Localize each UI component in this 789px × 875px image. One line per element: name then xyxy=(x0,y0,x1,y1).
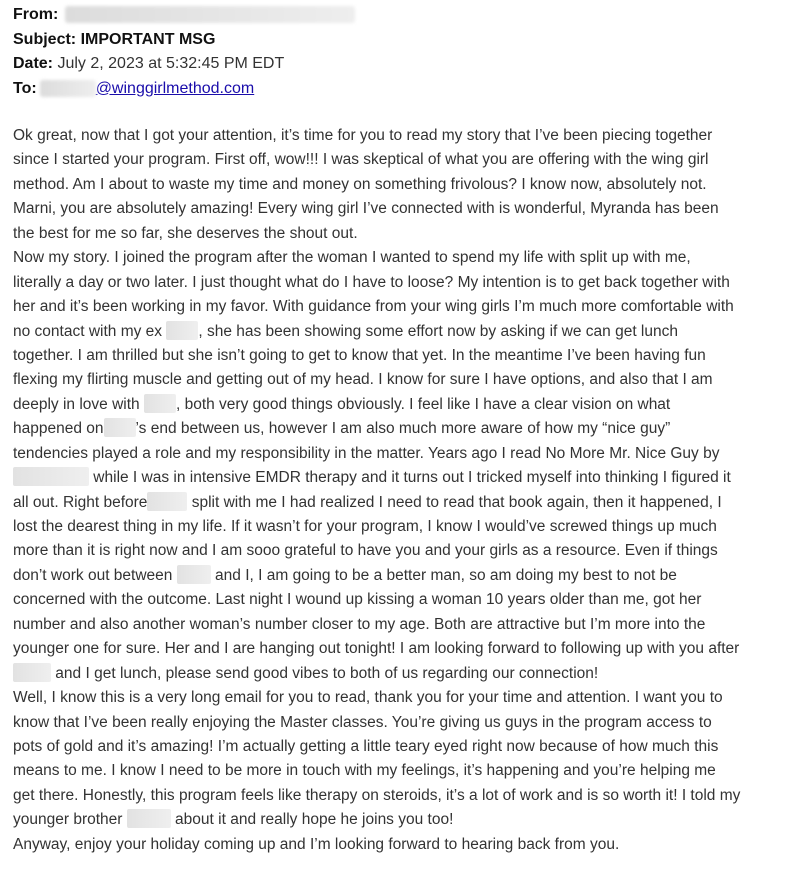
body-line: together. I am thrilled but she isn’t going to get to know that yet. In the meantime I’ve been having fun xyxy=(13,346,706,364)
body-line: pots of gold and it’s amazing! I’m actually getting a little teary eyed right now because of how much this xyxy=(13,737,719,755)
body-line: Well, I know this is a very long email for you to read, thank you for your time and attention. I want you to xyxy=(13,689,723,707)
email-body xyxy=(13,124,779,857)
redacted-recipient xyxy=(40,80,96,97)
date-value: July 2, 2023 at 5:32:45 PM EDT xyxy=(57,55,285,72)
body-line xyxy=(13,564,779,588)
text-segment: while I was in intensive EMDR therapy and it turns out I tricked myself into thinking I figured it xyxy=(89,469,731,487)
from-label: From: xyxy=(13,6,59,23)
body-line: flexing my flirting muscle and getting out of my head. I know for sure I have options, and also that I am xyxy=(13,371,713,389)
text-segment: and I get lunch, please send good vibes to both of us regarding our connection! xyxy=(51,664,599,682)
subject-label: Subject: xyxy=(13,30,77,48)
body-line: Marni, you are absolutely amazing! Every wing girl I’ve connected with is wonderful, Myranda has been xyxy=(13,200,719,218)
body-line: Now my story. I joined the program after the woman I wanted to spend my life with split up with me, xyxy=(13,249,691,267)
text-segment: younger brother xyxy=(13,811,127,829)
redacted-name xyxy=(13,663,51,682)
body-line xyxy=(13,662,779,686)
body-line xyxy=(13,808,779,832)
redacted-name xyxy=(147,492,187,511)
text-segment: don’t work out between xyxy=(13,566,177,584)
body-line: literally a day or two later. I just thought what do I have to loose? My intention is to get back together with xyxy=(13,273,730,291)
body-line: concerned with the outcome. Last night I wound up kissing a woman 10 years older than me, got her xyxy=(13,591,702,609)
text-segment: ’s end between us, however I am also much more aware of how my “nice guy” xyxy=(135,420,671,438)
subject-row xyxy=(13,28,783,53)
body-line: Ok great, now that I got your attention, it’s time for you to read my story that I’ve been piecing together xyxy=(13,127,713,144)
to-row xyxy=(13,77,783,102)
text-segment: about it and really hope he joins you too! xyxy=(170,811,454,829)
body-line: younger one for sure. Her and I are hanging out tonight! I am looking forward to following up with you after xyxy=(13,640,740,658)
body-line xyxy=(13,320,779,344)
body-line: since I started your program. First off, wow!!! I was skeptical of what you are offering with the wing girl xyxy=(13,151,709,169)
body-line: method. Am I about to waste my time and money on something frivolous? I know now, absolutely not. xyxy=(13,175,707,193)
redacted-name xyxy=(166,321,198,340)
body-line: tendencies played a role and my responsibility in the matter. Years ago I read No More Mr. Nice Guy by xyxy=(13,444,720,462)
body-line: number and also another woman’s number closer to my age. Both are attractive but I’m more into the xyxy=(13,615,706,633)
text-segment: all out. Right before xyxy=(13,493,148,511)
email-header xyxy=(13,3,783,101)
body-line: the best for me so far, she deserves the shout out. xyxy=(13,224,358,242)
body-line: lost the dearest thing in my life. If it wasn’t for your program, I know I would’ve screwed things up much xyxy=(13,518,717,535)
body-line: means to me. I know I need to be more in touch with my feelings, it’s happening and you’re helping me xyxy=(13,762,716,780)
text-segment: , both very good things obviously. I feel like I have a clear vision on what xyxy=(175,395,671,413)
recipient-email-link[interactable]: @winggirlmethod.com xyxy=(95,79,255,97)
body-line: her and it’s been working in my favor. With guidance from your wing girls I’m much more comfortable with xyxy=(13,298,734,316)
text-segment: , she has been showing some effort now by asking if we can get lunch xyxy=(198,322,678,340)
redacted-name xyxy=(144,394,176,413)
to-label: To: xyxy=(13,79,37,97)
redacted-name xyxy=(177,565,211,584)
body-line xyxy=(13,393,779,417)
subject-value: IMPORTANT MSG xyxy=(80,30,216,48)
text-segment: split with me I had realized I need to read that book again, then it happened, I xyxy=(187,493,722,511)
text-segment: happened on xyxy=(13,420,104,438)
date-row xyxy=(13,52,783,77)
redacted-name xyxy=(13,467,89,486)
body-line: get there. Honestly, this program feels like therapy on steroids, it’s a lot of work and is so worth it! I told my xyxy=(13,786,741,804)
from-row xyxy=(13,3,783,28)
body-line xyxy=(13,417,779,441)
body-line: Anyway, enjoy your holiday coming up and I’m looking forward to hearing back from you. xyxy=(13,835,620,853)
date-label: Date: xyxy=(13,55,54,72)
text-segment: and I, I am going to be a better man, so am doing my best to not be xyxy=(210,566,677,584)
text-segment: no contact with my ex xyxy=(13,322,167,340)
body-line xyxy=(13,491,779,515)
text-segment: deeply in love with xyxy=(13,395,144,413)
body-line: know that I’ve been really enjoying the Master classes. You’re giving us guys in the program access to xyxy=(13,713,712,731)
body-line: more than it is right now and I am sooo grateful to have you and your girls as a resource. Even if things xyxy=(13,542,718,560)
redacted-name xyxy=(127,809,171,828)
redacted-sender xyxy=(65,6,355,23)
body-line xyxy=(13,466,779,490)
redacted-name xyxy=(104,418,136,437)
